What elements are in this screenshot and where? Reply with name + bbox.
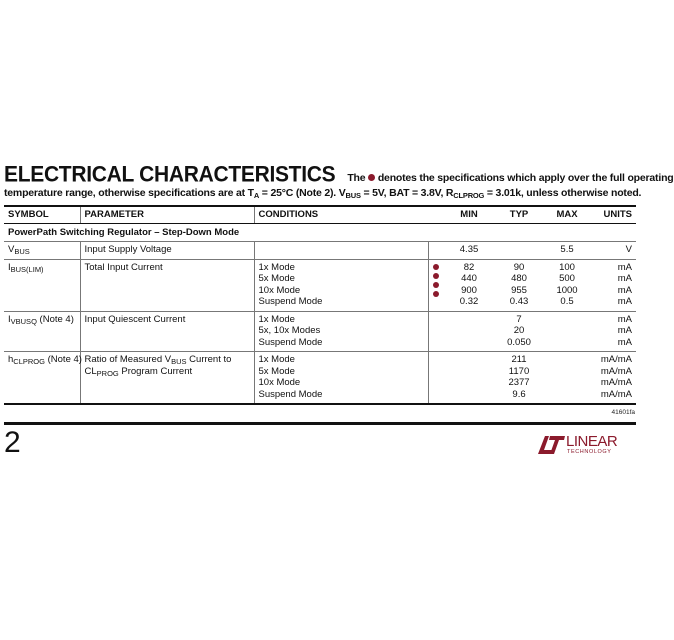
- header-symbol: SYMBOL: [4, 206, 80, 224]
- typ-value: 955: [511, 284, 527, 296]
- header-units: UNITS: [590, 206, 636, 224]
- typ-value: 20: [513, 325, 525, 336]
- min-cell: [444, 259, 494, 311]
- dot-cell: [428, 242, 444, 260]
- intro-2c-sub: CLPROG: [453, 191, 485, 200]
- symbol-note: (Note 4): [36, 313, 74, 325]
- symbol-sub: CLPROG: [13, 357, 45, 366]
- intro-line-1: [347, 172, 673, 184]
- section-title: ELECTRICAL CHARACTERISTICS: [4, 162, 336, 187]
- section-heading: [4, 162, 674, 200]
- conditions-cell: [254, 259, 428, 311]
- typ-value: 211: [511, 354, 527, 365]
- page-number: 2: [4, 426, 21, 459]
- parameter-cell: Input Supply Voltage: [80, 242, 254, 260]
- condition-line: Suspend Mode: [258, 296, 323, 307]
- symbol-main: V: [8, 244, 15, 255]
- typ-value: 1170: [508, 365, 530, 377]
- symbol-cell: [4, 242, 80, 260]
- table-row: [4, 311, 636, 352]
- footer-rule: [4, 422, 636, 425]
- typ-cell: [494, 242, 544, 260]
- typ-cell: [494, 352, 544, 405]
- unit-value: mA: [617, 325, 633, 336]
- parameter-line: $CL_{PROG}$ Program Current: [84, 365, 193, 378]
- typ-cell: [494, 259, 544, 311]
- symbol-note: (Note 4): [44, 354, 82, 365]
- header-parameter: PARAMETER: [80, 206, 254, 224]
- symbol-sub: VBUSQ: [10, 316, 37, 326]
- min-value: 900: [461, 284, 477, 296]
- intro-line-2: [4, 187, 642, 200]
- typ-value: 0.050: [507, 336, 531, 348]
- typ-value: 2377: [508, 377, 530, 388]
- typ-value: 7: [516, 313, 522, 325]
- min-value: 0.32: [459, 296, 479, 307]
- condition-line: Suspend Mode: [258, 336, 323, 348]
- unit-value: mA: [617, 284, 633, 296]
- bullet-dot-icon: [433, 264, 439, 270]
- typ-cell: [494, 311, 544, 352]
- intro-2a-sub: A: [253, 191, 260, 200]
- symbol-main: I: [8, 261, 11, 273]
- units-cell: [590, 259, 636, 311]
- intro-1a: The: [347, 172, 366, 184]
- max-value: 1000: [556, 284, 578, 296]
- unit-value: mA: [617, 273, 633, 284]
- unit-value: mA: [617, 296, 633, 307]
- units-cell: [590, 311, 636, 352]
- document-number: 41601fa: [611, 409, 635, 416]
- unit-value: mA/mA: [600, 388, 633, 400]
- parameter-cell: Total Input Current: [80, 259, 254, 311]
- typ-value: 0.43: [509, 296, 529, 307]
- intro-2d: = 3.01k, unless otherwise noted.: [484, 187, 642, 199]
- intro-2a: temperature range, otherwise specifications are at T: [4, 187, 254, 199]
- condition-line: Suspend Mode: [258, 388, 323, 400]
- header-max: MAX: [544, 206, 590, 224]
- electrical-characteristics-table: [4, 205, 636, 405]
- dot-cell: [428, 352, 444, 405]
- min-cell: [444, 311, 494, 352]
- units-cell: V: [590, 242, 636, 260]
- symbol-sub: BUS: [14, 247, 30, 256]
- min-value: 82: [463, 261, 475, 273]
- condition-line: 1x Mode: [258, 261, 295, 273]
- linear-technology-logo: [536, 433, 636, 461]
- intro-2b-sub: BUS: [345, 191, 361, 200]
- intro-2c: = 5V, BAT = 3.8V, R: [360, 187, 454, 199]
- min-cell: 4.35: [444, 242, 494, 260]
- intro-1b: denotes the specifications which apply over the full operating: [377, 172, 674, 184]
- bullet-dot-icon: [433, 282, 439, 288]
- symbol-main: I: [8, 313, 11, 325]
- condition-line: 10x Mode: [258, 377, 301, 388]
- unit-value: mA/mA: [600, 354, 633, 365]
- condition-line: 5x Mode: [258, 365, 295, 377]
- min-value: 440: [461, 273, 477, 284]
- logo-word: LINEAR: [566, 433, 618, 450]
- max-value: 100: [559, 261, 575, 273]
- max-cell: [544, 352, 590, 405]
- conditions-cell: [254, 311, 428, 352]
- conditions-cell: [254, 242, 428, 260]
- parameter-line: Ratio of Measured $V_{BUS}$ Current to: [84, 354, 232, 366]
- header-min: MIN: [444, 206, 494, 224]
- symbol-main: h: [8, 354, 14, 365]
- typ-value: 480: [511, 273, 527, 284]
- dot-cell: [428, 311, 444, 352]
- dot-cell: [428, 259, 444, 311]
- unit-value: mA: [617, 336, 633, 348]
- bullet-dot-icon: [433, 273, 439, 279]
- max-cell: [544, 259, 590, 311]
- max-cell: 5.5: [544, 242, 590, 260]
- header-typ: TYP: [494, 206, 544, 224]
- condition-line: 1x Mode: [258, 354, 295, 365]
- min-cell: [444, 352, 494, 405]
- table-header-row: [4, 206, 636, 224]
- logo-subtext: TECHNOLOGY: [567, 449, 612, 455]
- typ-value: 90: [513, 261, 525, 273]
- condition-line: 1x Mode: [258, 313, 295, 325]
- units-cell: [590, 352, 636, 405]
- section-label: PowerPath Switching Regulator – Step-Down Mode: [4, 224, 636, 242]
- condition-line: 5x, 10x Modes: [258, 325, 321, 336]
- unit-value: mA: [617, 313, 633, 325]
- table-row: [4, 259, 636, 311]
- header-conditions: CONDITIONS: [254, 206, 444, 224]
- condition-line: 10x Mode: [258, 284, 301, 296]
- parameter-cell: Input Quiescent Current: [80, 311, 254, 352]
- section-row: [4, 224, 636, 242]
- symbol-cell: [4, 352, 80, 405]
- max-value: 500: [559, 273, 575, 284]
- typ-value: 9.6: [512, 388, 526, 400]
- symbol-cell: [4, 259, 80, 311]
- bullet-dot-icon: [433, 291, 439, 297]
- table-row: [4, 352, 636, 405]
- max-cell: [544, 311, 590, 352]
- unit-value: mA/mA: [600, 377, 633, 388]
- lt-logo-icon: [536, 434, 566, 456]
- symbol-sub: BUS(LIM): [10, 264, 44, 274]
- condition-line: 5x Mode: [258, 273, 295, 284]
- bullet-dot-icon: [368, 174, 375, 181]
- symbol-cell: [4, 311, 80, 352]
- max-value: 0.5: [560, 296, 574, 307]
- unit-value: mA/mA: [600, 365, 633, 377]
- unit-value: mA: [617, 261, 633, 273]
- table-row: [4, 242, 636, 260]
- intro-2b: = 25°C (Note 2). V: [259, 187, 346, 199]
- parameter-cell: [80, 352, 254, 405]
- conditions-cell: [254, 352, 428, 405]
